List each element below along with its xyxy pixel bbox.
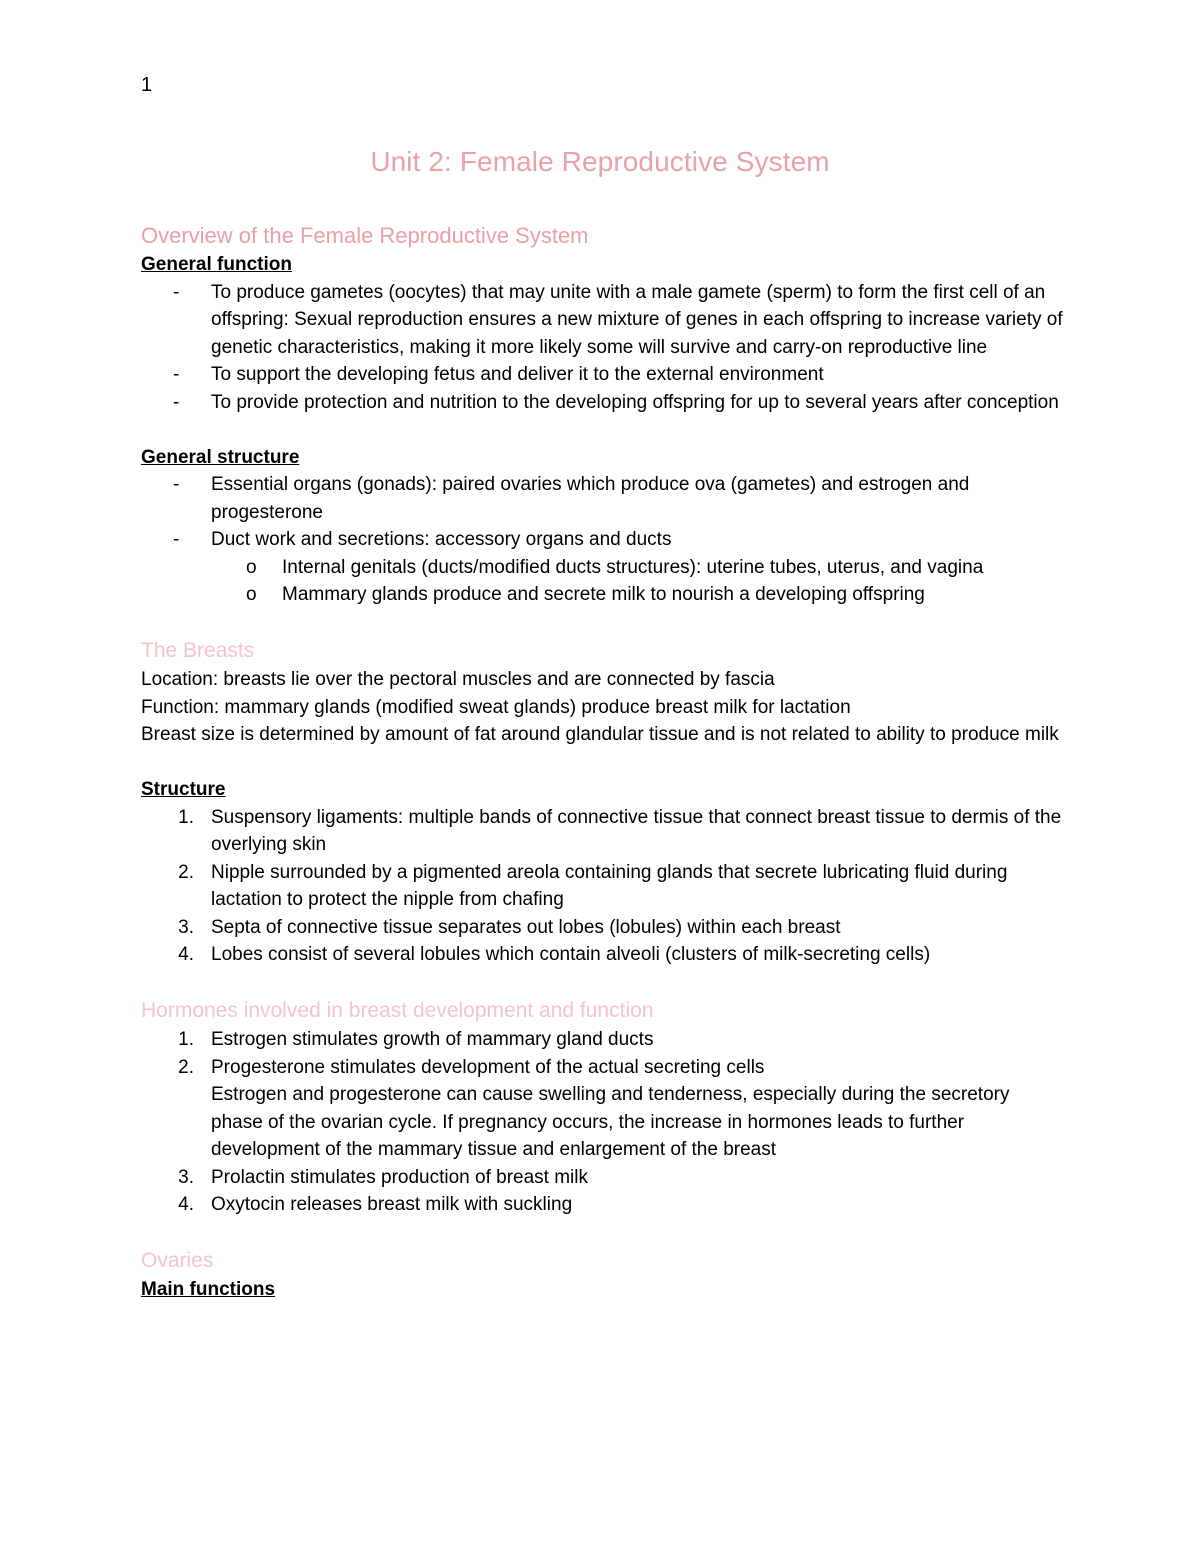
dash-marker: - xyxy=(173,474,180,495)
list-item: 1. Suspensory ligaments: multiple bands of connective tissue that connect breast tissue to dermis of the overlying skin xyxy=(141,804,1066,859)
list-item: - Duct work and secretions: accessory organs and ducts xyxy=(141,526,1066,554)
document-title: Unit 2: Female Reproductive System xyxy=(370,146,830,177)
breasts-heading: The Breasts xyxy=(141,639,255,662)
number-marker: 1. xyxy=(178,806,194,828)
list-item: 4. Lobes consist of several lobules which contain alveoli (clusters of milk-secreting cells) xyxy=(141,941,1066,969)
number-marker: 4. xyxy=(178,1194,194,1215)
hormones-heading: Hormones involved in breast development and function xyxy=(141,999,654,1022)
dash-marker: - xyxy=(173,391,180,413)
ovaries-heading: Ovaries xyxy=(141,1249,214,1272)
list-item: - To produce gametes (oocytes) that may unite with a male gamete (sperm) to form the first cell of an offspring: Sexual reproduction ensures a new mixture of genes in each offspring to increase variety of genetic characteristics, making it more likely some will survive and carry-on reproductive line xyxy=(141,279,1066,362)
structure-label: Structure xyxy=(141,779,226,800)
number-marker: 2. xyxy=(178,861,194,883)
circle-marker: o xyxy=(246,584,257,605)
list-item: 2. Nipple surrounded by a pigmented areola containing glands that secrete lubricating fluid during lactation to protect the nipple from chafing xyxy=(141,859,1066,914)
overview-heading: Overview of the Female Reproductive System xyxy=(141,223,589,248)
list-item: 3. Septa of connective tissue separates out lobes (lobules) within each breast xyxy=(141,914,1066,942)
sub-list-item: o Mammary glands produce and secrete milk to nourish a developing offspring xyxy=(141,581,1066,609)
circle-marker: o xyxy=(246,556,257,578)
text-line: Function: mammary glands (modified sweat glands) produce breast milk for lactation xyxy=(141,696,851,718)
document-body xyxy=(141,221,1066,1304)
dash-marker: - xyxy=(173,529,180,550)
text-line: Breast size is determined by amount of fat around glandular tissue and is not related to ability to produce milk xyxy=(141,724,1059,745)
list-item: 4. Oxytocin releases breast milk with suckling xyxy=(141,1191,1066,1219)
text-line: Location: breasts lie over the pectoral muscles and are connected by fascia xyxy=(141,669,775,690)
general-function-label: General function xyxy=(141,254,292,275)
main-functions-label: Main functions xyxy=(141,1279,276,1300)
general-structure-label: General structure xyxy=(141,446,300,468)
list-item: - Essential organs (gonads): paired ovaries which produce ova (gametes) and estrogen and progesterone xyxy=(141,471,1066,526)
list-item: - To support the developing fetus and deliver it to the external environment xyxy=(141,361,1066,389)
number-marker: 2. xyxy=(178,1056,194,1078)
dash-marker: - xyxy=(173,364,180,385)
sub-list-item: o Internal genitals (ducts/modified ducts structures): uterine tubes, uterus, and vagina xyxy=(141,554,1066,582)
hormones-note: Estrogen and progesterone can cause swelling and tenderness, especially during the secretory phase of the ovarian cycle. If pregnancy occurs, the increase in hormones leads to further development of the mammary tissue and enlargement of the breast xyxy=(211,1084,1010,1160)
number-marker: 3. xyxy=(178,916,194,938)
list-item: - To provide protection and nutrition to the developing offspring for up to several years after conception xyxy=(141,389,1066,417)
list-item: 2. Progesterone stimulates development of the actual secreting cells xyxy=(141,1054,1066,1082)
number-marker: 3. xyxy=(178,1166,194,1188)
number-marker: 4. xyxy=(178,944,194,965)
dash-marker: - xyxy=(173,281,180,303)
number-marker: 1. xyxy=(178,1029,194,1050)
list-item: 1. Estrogen stimulates growth of mammary gland ducts xyxy=(141,1026,1066,1054)
list-item: 3. Prolactin stimulates production of breast milk xyxy=(141,1164,1066,1192)
page-number: 1 xyxy=(141,74,153,96)
